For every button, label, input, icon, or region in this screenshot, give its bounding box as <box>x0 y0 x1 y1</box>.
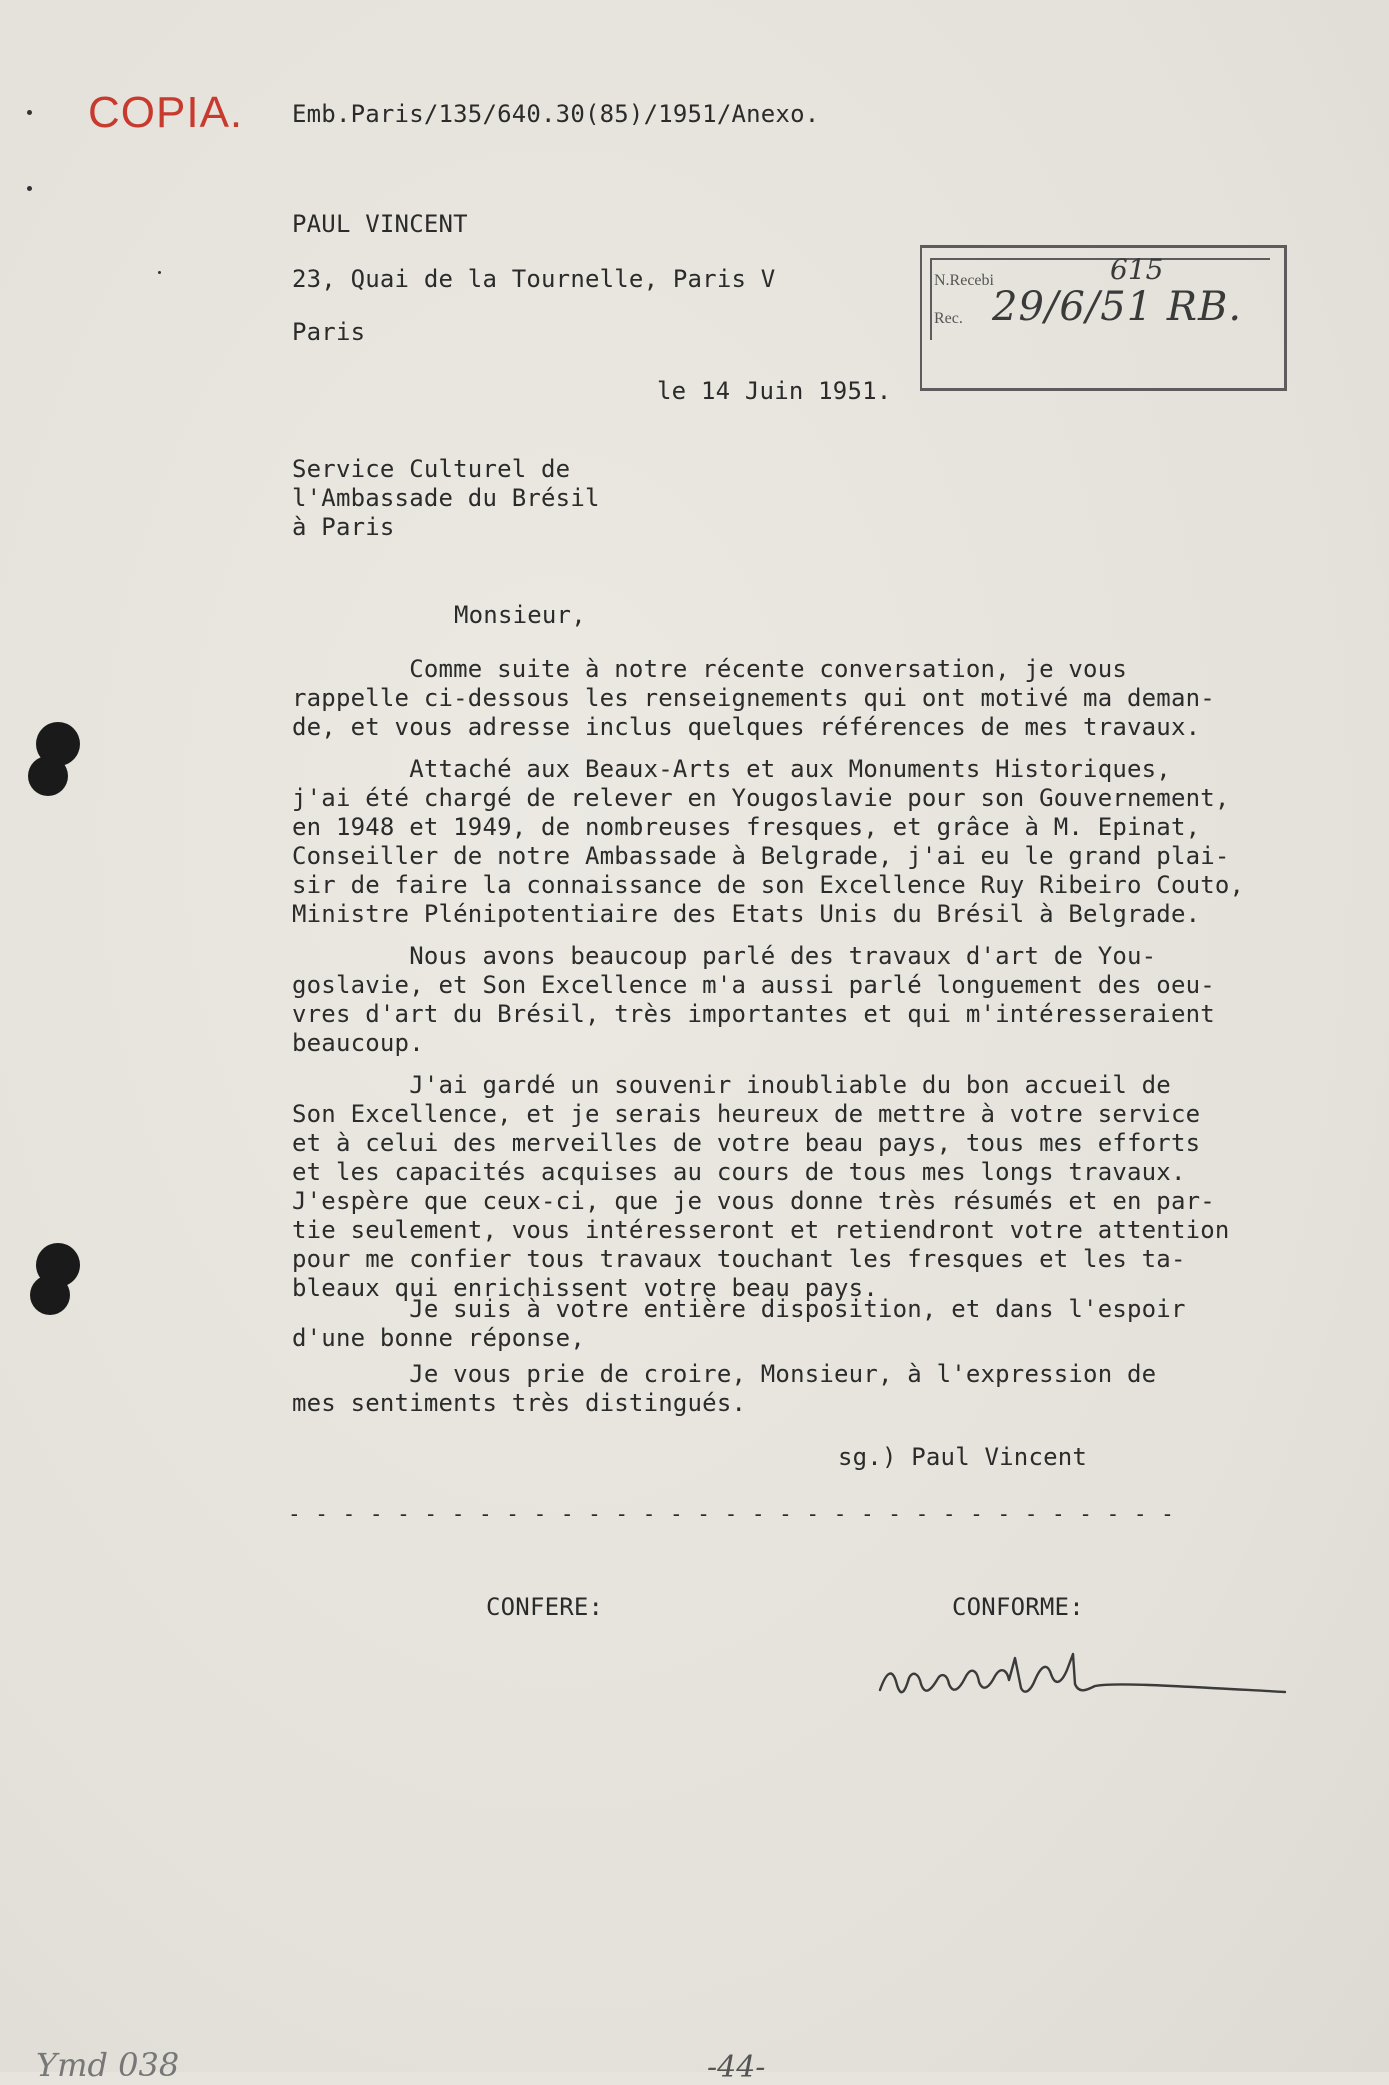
recipient-line: à Paris <box>292 513 395 541</box>
stamp-label-rec: Rec. <box>934 310 963 327</box>
body-line: Je suis à votre entière disposition, et dans l'espoir <box>292 1295 1186 1323</box>
letter-date: le 14 Juin 1951. <box>657 377 892 405</box>
body-line: Comme suite à notre récente conversation, je vous <box>292 655 1128 683</box>
salutation: Monsieur, <box>454 601 586 629</box>
body-line: Attaché aux Beaux-Arts et aux Monuments Historiques, <box>292 755 1171 783</box>
receipt-stamp <box>920 245 1287 391</box>
body-line: Son Excellence, et je serais heureux de mettre à votre service <box>292 1100 1201 1128</box>
body-line: beaucoup. <box>292 1029 424 1057</box>
margin-dot <box>27 110 32 115</box>
body-line: tie seulement, vous intéresseront et retiendront votre attention <box>292 1216 1230 1244</box>
body-line: sir de faire la connaissance de son Excellence Ruy Ribeiro Couto, <box>292 871 1245 899</box>
stamp-label-received: N.Recebi <box>934 272 994 289</box>
margin-dot <box>27 186 32 191</box>
body-line: Nous avons beaucoup parlé des travaux d'art de You- <box>292 942 1157 970</box>
confere-label: CONFERE: <box>486 1593 604 1621</box>
body-line: rappelle ci-dessous les renseignements qui ont motivé ma deman- <box>292 684 1215 712</box>
body-line: bleaux qui enrichissent votre beau pays. <box>292 1274 878 1302</box>
separator-dashes: - - - - - - - - - - - - - - - - - - - - - - - - - - - - - - - - - <box>288 1502 1175 1526</box>
handwritten-signature <box>875 1640 1295 1720</box>
margin-dot <box>158 271 161 274</box>
punch-hole <box>28 756 68 796</box>
page-number: -44- <box>707 2050 766 2085</box>
signature-line: sg.) Paul Vincent <box>838 1443 1088 1471</box>
body-line: Ministre Plénipotentiaire des Etats Unis du Brésil à Belgrade. <box>292 900 1201 928</box>
body-line: et les capacités acquises au cours de tous mes longs travaux. <box>292 1158 1186 1186</box>
body-line: j'ai été chargé de relever en Yougoslavie pour son Gouvernement, <box>292 784 1230 812</box>
body-line: d'une bonne réponse, <box>292 1324 585 1352</box>
sender-address: 23, Quai de la Tournelle, Paris V <box>292 265 776 293</box>
body-line: goslavie, et Son Excellence m'a aussi parlé longuement des oeu- <box>292 971 1215 999</box>
sender-name: PAUL VINCENT <box>292 210 468 238</box>
conforme-label: CONFORME: <box>952 1593 1084 1621</box>
copia-stamp: COPIA. <box>88 88 244 137</box>
body-line: mes sentiments très distingués. <box>292 1389 747 1417</box>
body-line: J'espère que ceux-ci, que je vous donne très résumés et en par- <box>292 1187 1215 1215</box>
body-line: Je vous prie de croire, Monsieur, à l'expression de <box>292 1360 1157 1388</box>
body-line: vres d'art du Brésil, très importantes et qui m'intéresseraient <box>292 1000 1215 1028</box>
body-line: de, et vous adresse inclus quelques références de mes travaux. <box>292 713 1201 741</box>
sender-city: Paris <box>292 318 366 346</box>
recipient-line: l'Ambassade du Brésil <box>292 484 600 512</box>
punch-hole <box>30 1275 70 1315</box>
body-line: en 1948 et 1949, de nombreuses fresques, et grâce à M. Epinat, <box>292 813 1201 841</box>
reference-number: Emb.Paris/135/640.30(85)/1951/Anexo. <box>292 100 820 128</box>
stamp-date: 29/6/51 RB. <box>992 284 1243 330</box>
stamp-number: 615 <box>1110 253 1164 286</box>
body-line: et à celui des merveilles de votre beau pays, tous mes efforts <box>292 1129 1201 1157</box>
body-line: Conseiller de notre Ambassade à Belgrade, j'ai eu le grand plai- <box>292 842 1230 870</box>
archive-note: Ymd 038 <box>36 2046 180 2084</box>
body-line: pour me confier tous travaux touchant les fresques et les ta- <box>292 1245 1186 1273</box>
body-line: J'ai gardé un souvenir inoubliable du bon accueil de <box>292 1071 1171 1099</box>
recipient-line: Service Culturel de <box>292 455 571 483</box>
